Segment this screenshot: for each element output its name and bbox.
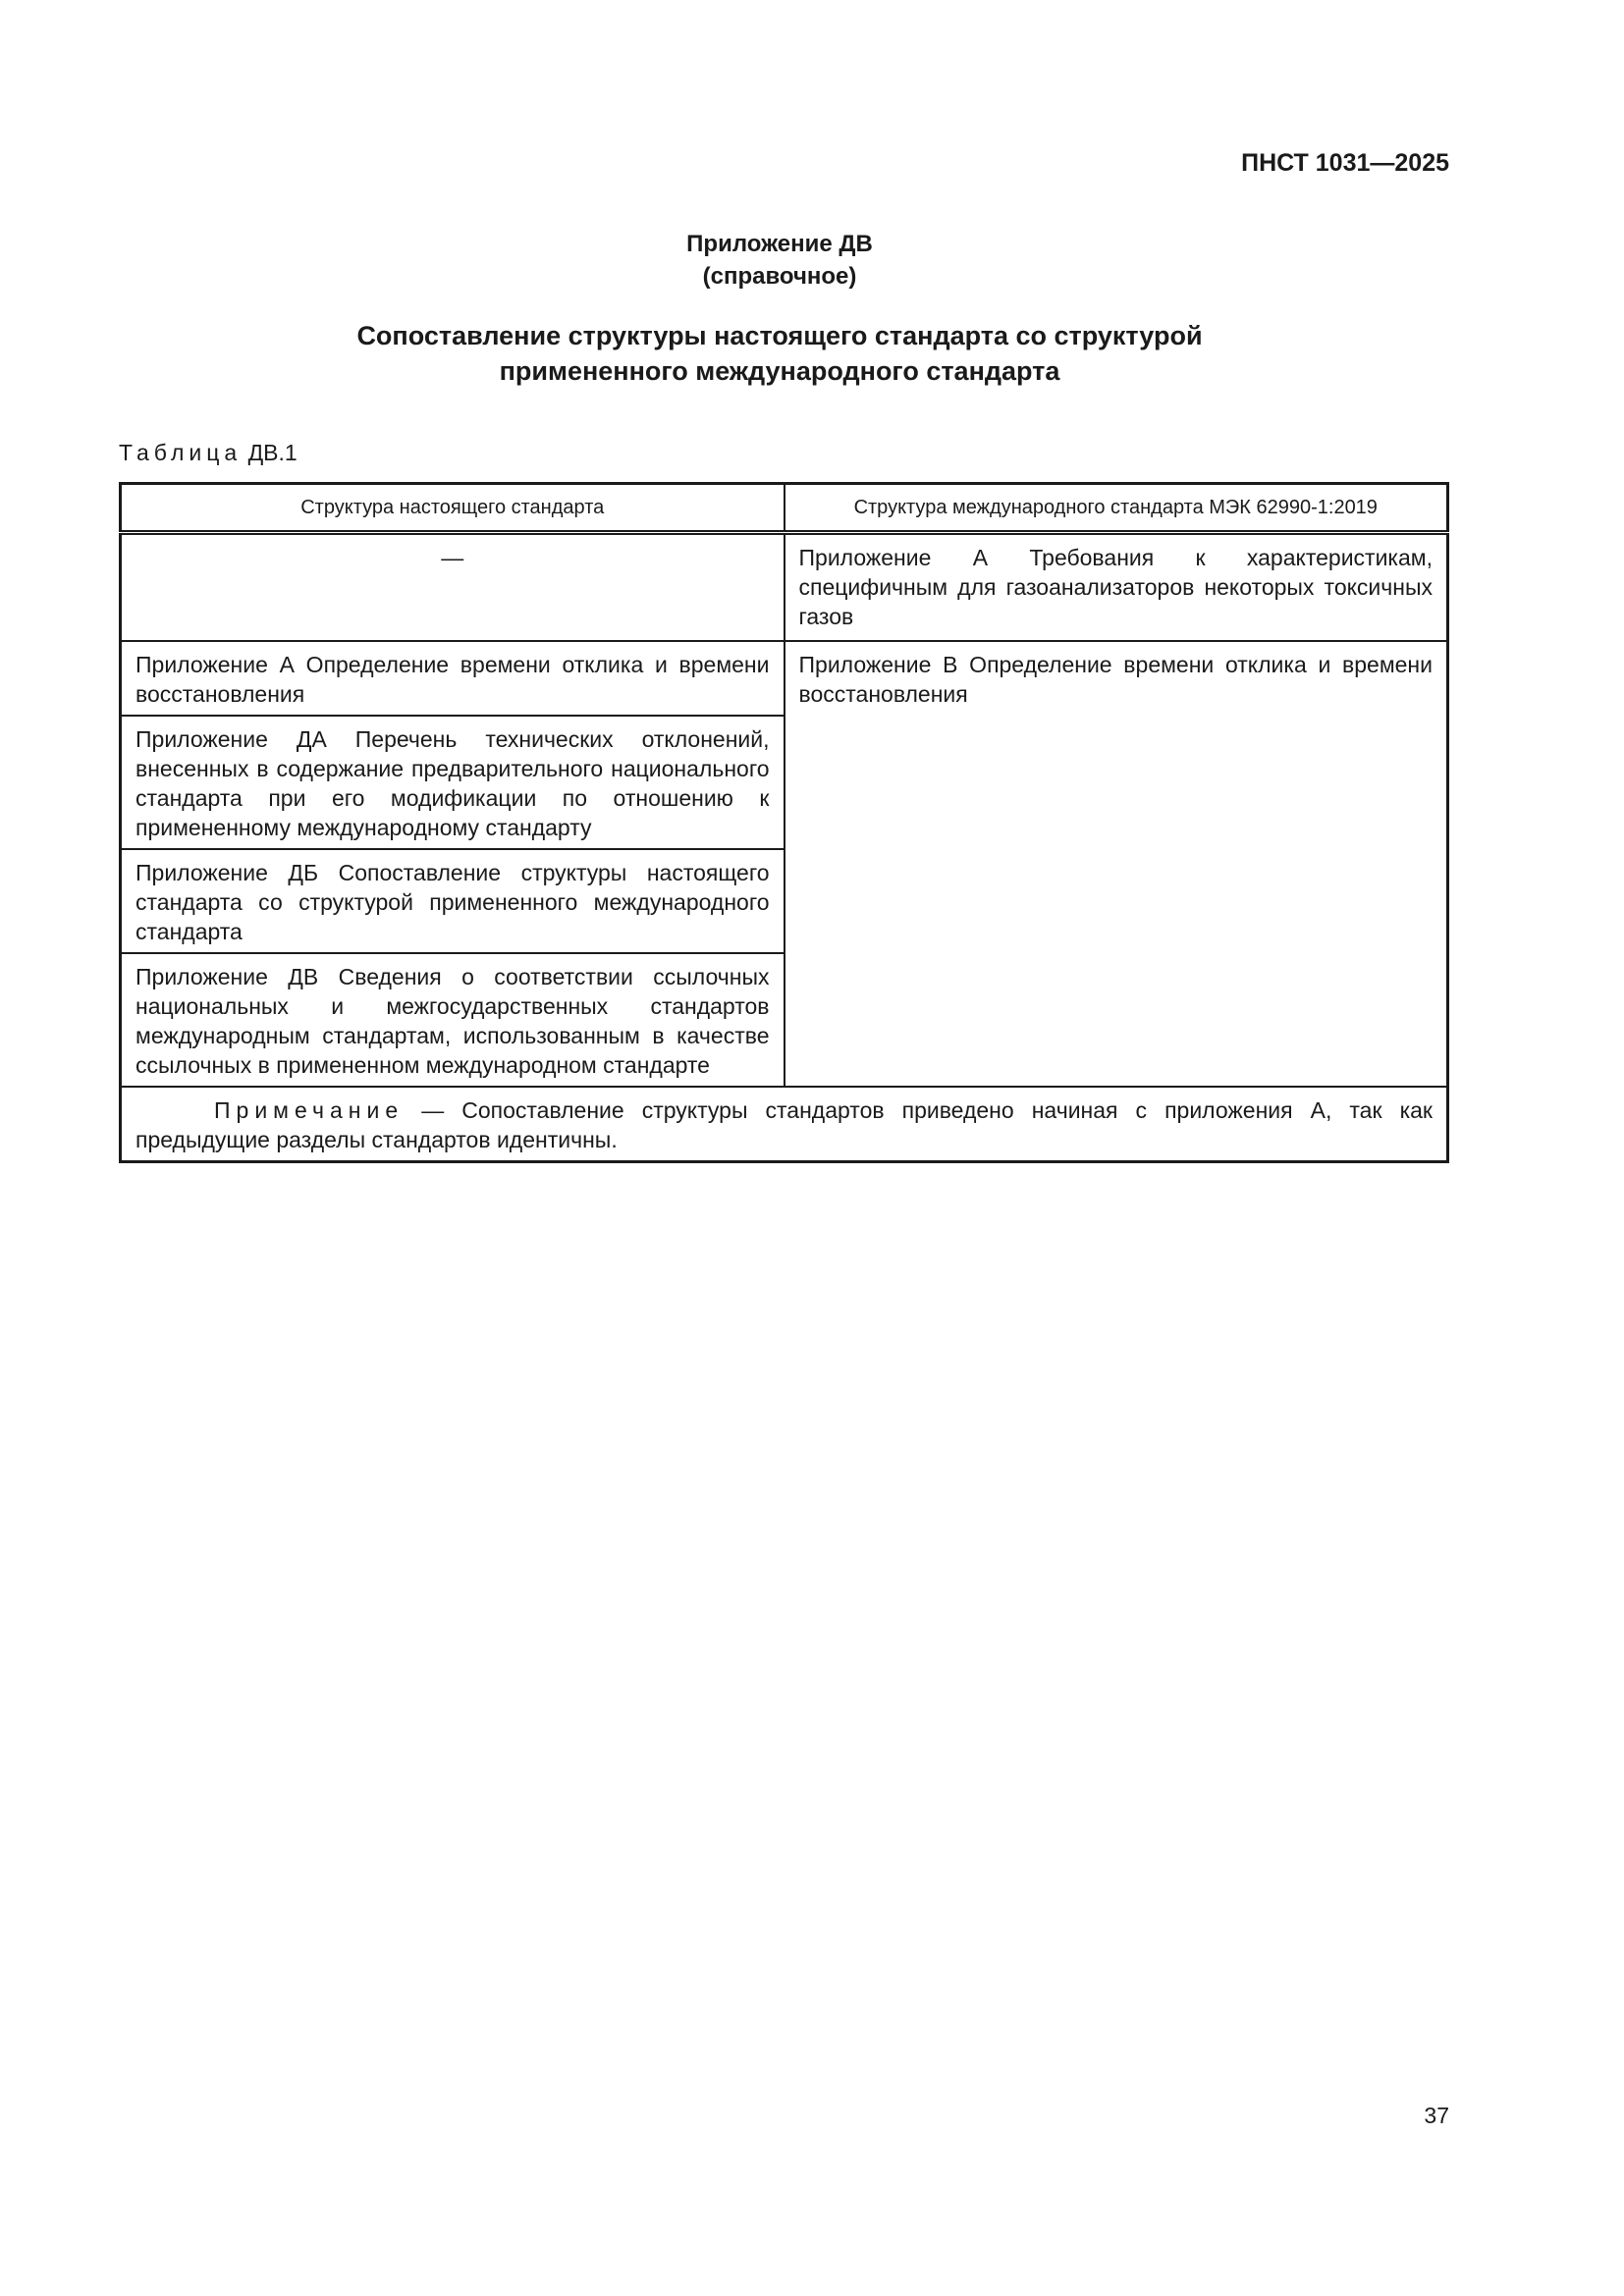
table-caption xyxy=(119,440,298,466)
column-header-national: Структура настоящего стандарта xyxy=(121,484,785,533)
table-cell-national: Приложение ДВ Сведения о соответствии ссылочных национальных и межгосударственных стандартов международным стандартам, использованным в качестве ссылочных в примененном международном стандарте xyxy=(121,953,785,1087)
table-note xyxy=(121,1087,1448,1162)
column-header-international: Структура международного стандарта МЭК 62990-1:2019 xyxy=(785,484,1448,533)
table-cell-international: Приложение А Требования к характеристикам, специфичным для газоанализаторов некоторых токсичных газов xyxy=(785,533,1448,641)
table-note-prefix: Примечание xyxy=(214,1096,405,1123)
section-title-line-2: примененного международного стандарта xyxy=(499,356,1060,386)
page-number: 37 xyxy=(1424,2103,1449,2128)
table-caption-prefix: Таблица xyxy=(119,440,243,465)
table-cell-national: — xyxy=(121,533,785,641)
table-caption-number: ДВ.1 xyxy=(247,440,298,465)
table-row xyxy=(121,641,1448,716)
appendix-heading xyxy=(0,228,1559,293)
document-code: ПНСТ 1031—2025 xyxy=(1241,149,1449,177)
appendix-subtitle: (справочное) xyxy=(702,263,857,290)
table-row xyxy=(121,533,1448,641)
structure-comparison-table xyxy=(119,482,1449,1163)
table-cell-international: Приложение В Определение времени отклика и времени восстановления xyxy=(785,641,1448,1087)
table-header-row xyxy=(121,484,1448,533)
table-note-text: — Сопоставление структуры стандартов приведено начиная с приложения А, так как предыдущие разделы стандартов идентичны. xyxy=(135,1096,1433,1152)
section-title-line-1: Сопоставление структуры настоящего стандарта со структурой xyxy=(356,321,1203,350)
table-note-row xyxy=(121,1087,1448,1162)
section-title xyxy=(0,318,1559,389)
table-cell-national: Приложение ДА Перечень технических отклонений, внесенных в содержание предварительного национального стандарта при его модификации по отношению к примененному международному стандарту xyxy=(121,716,785,849)
table-cell-national: Приложение А Определение времени отклика и времени восстановления xyxy=(121,641,785,716)
appendix-title: Приложение ДВ xyxy=(686,231,873,257)
table-cell-national: Приложение ДБ Сопоставление структуры настоящего стандарта со структурой примененного международного стандарта xyxy=(121,849,785,953)
